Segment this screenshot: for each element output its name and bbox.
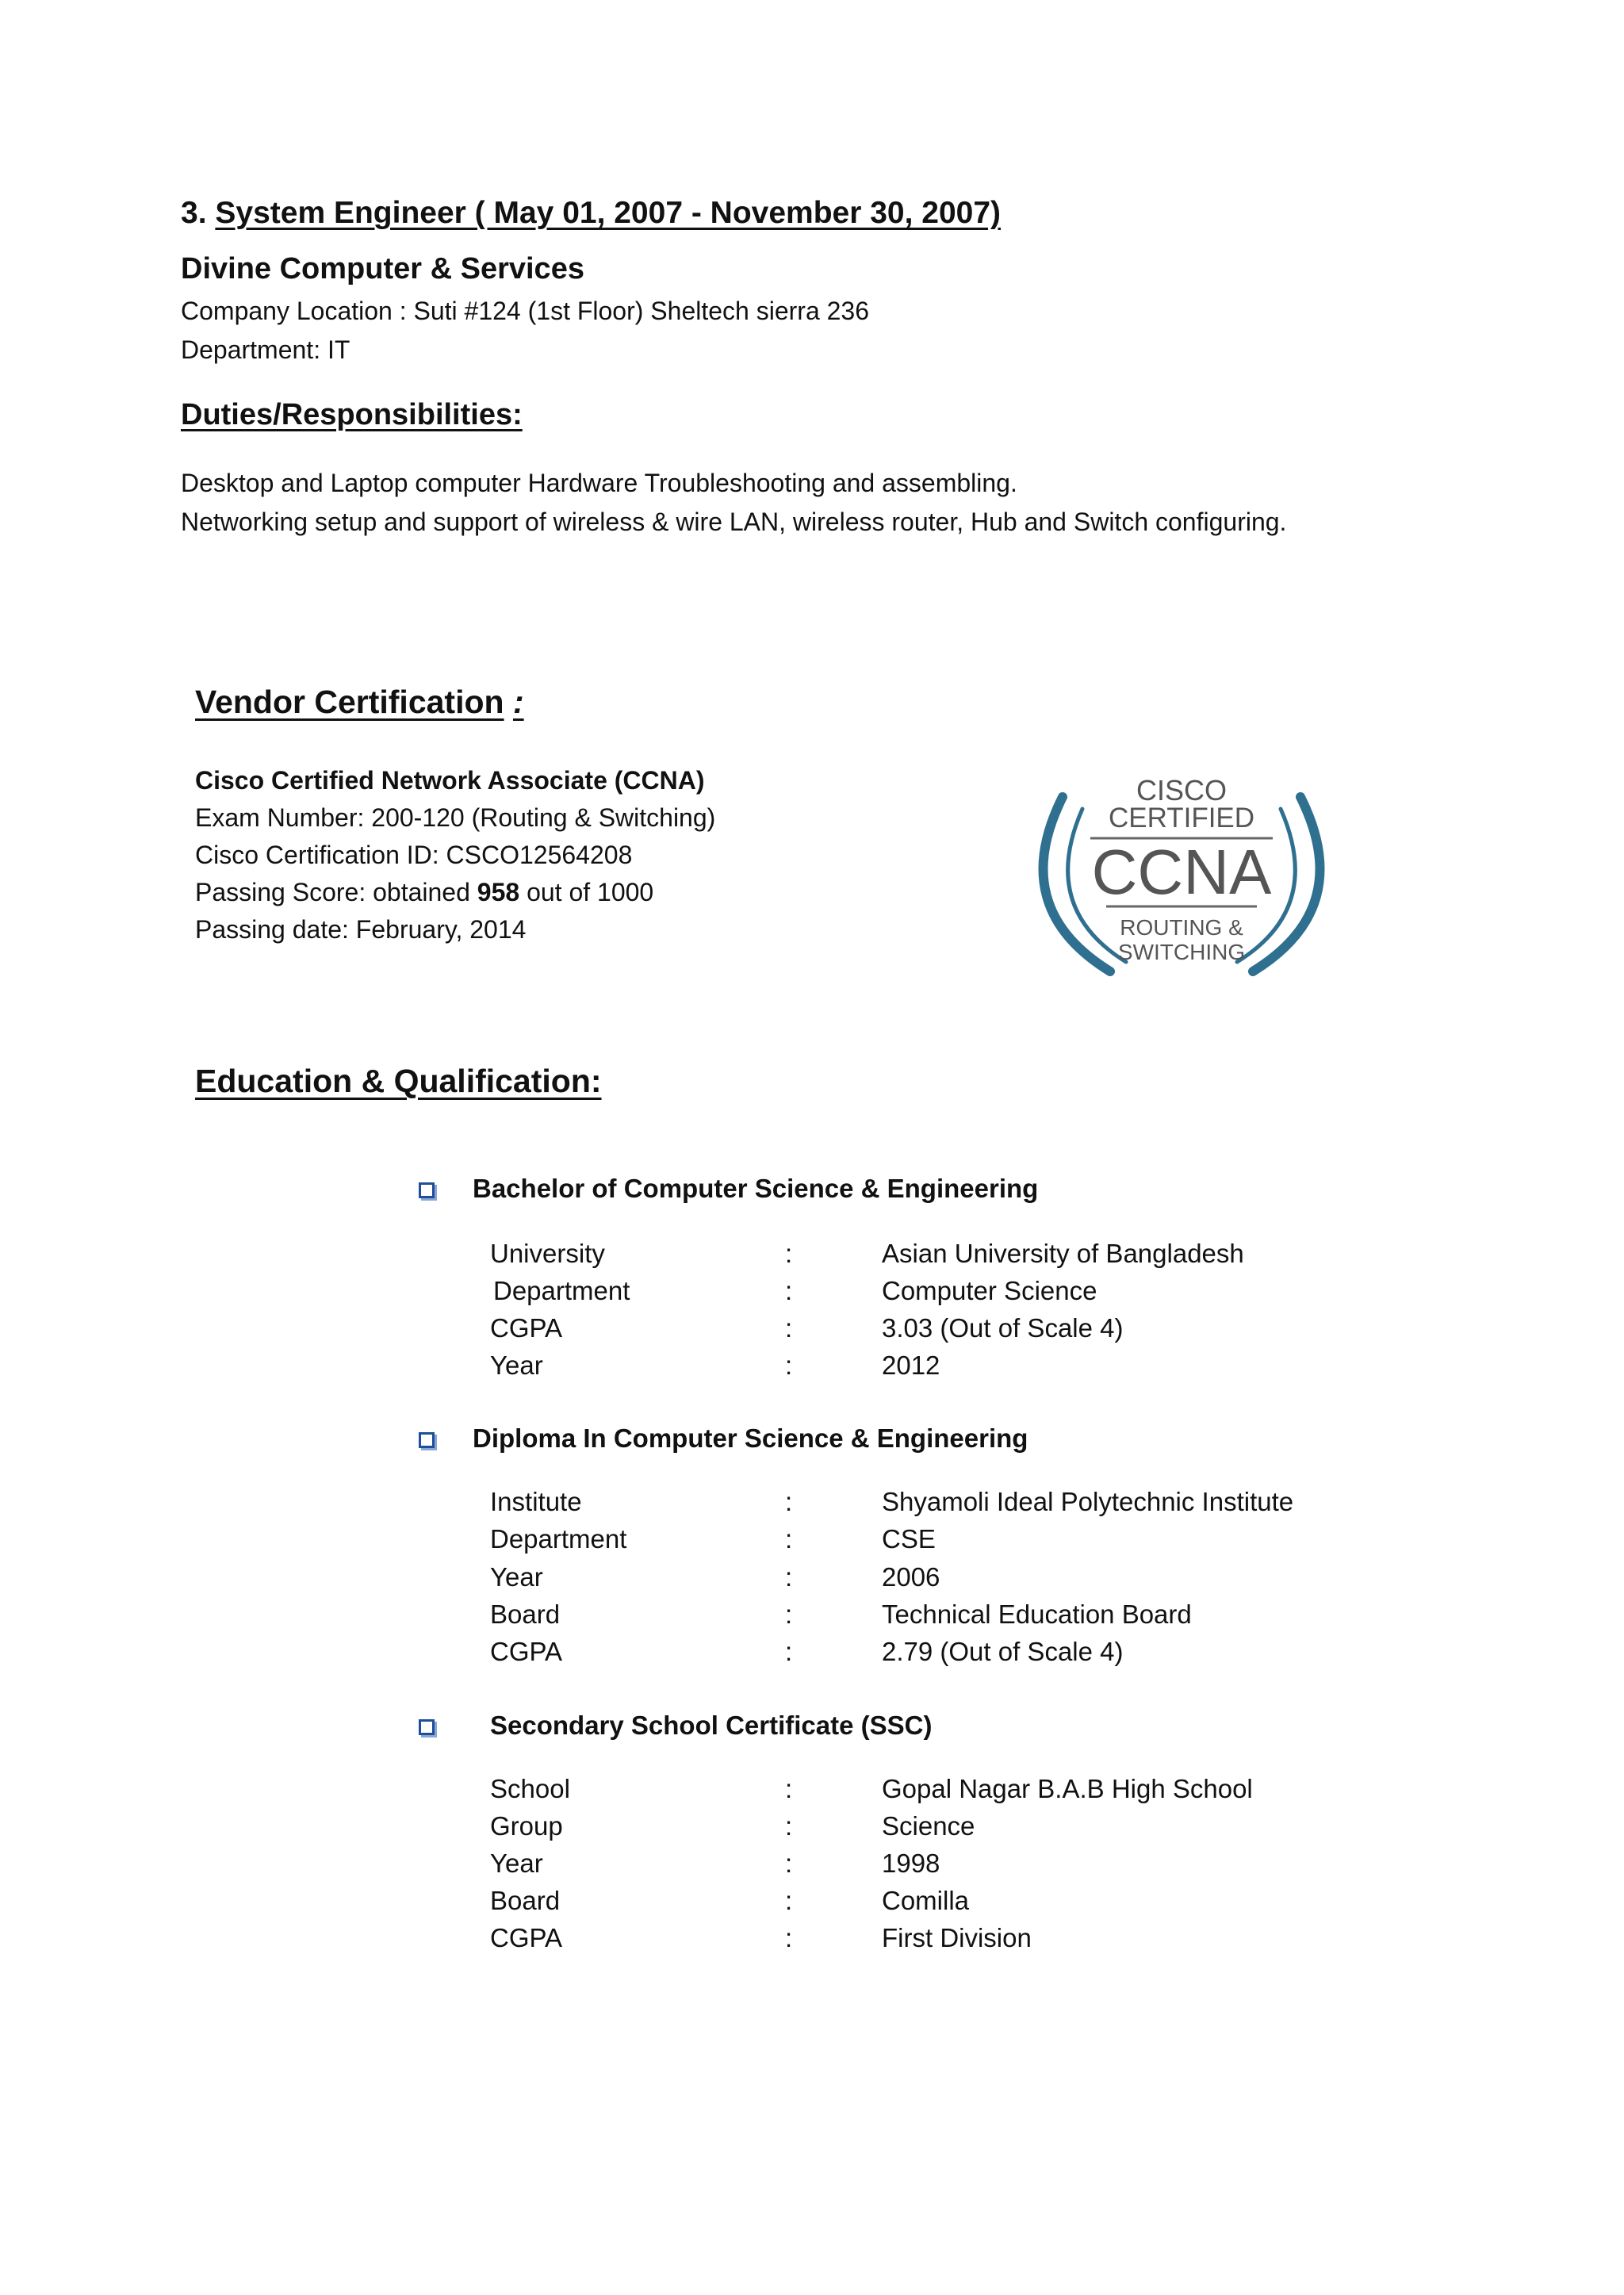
- degree-row-value: Gopal Nagar B.A.B High School: [882, 1774, 1253, 1803]
- degree-row-value: 2006: [882, 1562, 940, 1592]
- degree-row-label: Board: [490, 1886, 561, 1915]
- degree-row-value: First Division: [882, 1923, 1032, 1952]
- row-separator: :: [785, 1351, 793, 1380]
- job-title-text: System Engineer ( May 01, 2007 - November 30, 2007): [215, 196, 1002, 230]
- degree-row-value: CSE: [882, 1524, 936, 1554]
- degree-row-label: University: [490, 1239, 605, 1268]
- degree-row-value: Technical Education Board: [882, 1600, 1192, 1629]
- degree-row-label: Year: [490, 1351, 543, 1380]
- degree-row-label: Year: [490, 1849, 543, 1878]
- degree-title: Bachelor of Computer Science & Engineering: [473, 1174, 1039, 1203]
- cert-exam-number: Exam Number: 200-120 (Routing & Switching): [195, 803, 716, 832]
- badge-ccna: CCNA: [1091, 837, 1272, 907]
- score-prefix: Passing Score: obtained: [195, 878, 470, 906]
- row-separator: :: [785, 1276, 793, 1305]
- degree-row-label: Group: [490, 1811, 563, 1841]
- degree-row-value: Computer Science: [882, 1276, 1097, 1305]
- degree-row-value: Science: [882, 1811, 975, 1841]
- ccna-badge-logo: [1015, 773, 1348, 1003]
- degree-row-label: Board: [490, 1600, 561, 1629]
- duties-heading: Duties/Responsibilities:: [181, 398, 523, 431]
- row-separator: :: [785, 1524, 793, 1554]
- degree-row-value: 1998: [882, 1849, 940, 1878]
- degree-row-label: School: [490, 1774, 570, 1803]
- badge-certified: CERTIFIED: [1108, 803, 1255, 833]
- degree-title: Secondary School Certificate (SSC): [490, 1711, 933, 1740]
- job-number: 3.: [181, 196, 207, 230]
- vendor-heading: [195, 684, 524, 721]
- score-value: 958: [477, 878, 520, 906]
- degree-row-label: Department: [490, 1524, 627, 1554]
- degree-row-label: Department: [493, 1276, 630, 1305]
- degree-row-value: Shyamoli Ideal Polytechnic Institute: [882, 1487, 1294, 1516]
- company-location: Company Location : Suti #124 (1st Floor) Sheltech sierra 236: [181, 297, 870, 325]
- degree-row-label: CGPA: [490, 1923, 563, 1952]
- score-suffix: out of 1000: [527, 878, 654, 906]
- row-separator: :: [785, 1637, 793, 1666]
- degree-row-value: 2012: [882, 1351, 940, 1380]
- badge-switching: SWITCHING: [1117, 940, 1246, 964]
- checkbox-bullet-icon: [419, 1182, 435, 1198]
- duty-item: Networking setup and support of wireless & wire LAN, wireless router, Hub and Switch configuring.: [181, 508, 1287, 536]
- degree-row-value: 2.79 (Out of Scale 4): [882, 1637, 1124, 1666]
- row-separator: :: [785, 1562, 793, 1592]
- row-separator: :: [785, 1811, 793, 1841]
- vendor-heading-text: Vendor Certification: [195, 684, 504, 720]
- degree-row-value: Asian University of Bangladesh: [882, 1239, 1244, 1268]
- badge-routing: ROUTING &: [1120, 915, 1243, 940]
- job-title: [181, 196, 1001, 231]
- cert-passing-date: Passing date: February, 2014: [195, 915, 527, 944]
- degree-row-value: Comilla: [882, 1886, 970, 1915]
- row-separator: :: [785, 1239, 793, 1268]
- checkbox-bullet-icon: [419, 1719, 435, 1735]
- cert-id: Cisco Certification ID: CSCO12564208: [195, 841, 633, 869]
- row-separator: :: [785, 1849, 793, 1878]
- degree-row-label: Year: [490, 1562, 543, 1592]
- vendor-heading-colon: :: [512, 684, 524, 720]
- company-department: Department: IT: [181, 335, 350, 364]
- row-separator: :: [785, 1923, 793, 1952]
- row-separator: :: [785, 1886, 793, 1915]
- degree-row-label: CGPA: [490, 1637, 563, 1666]
- duty-item: Desktop and Laptop computer Hardware Troubleshooting and assembling.: [181, 469, 1017, 497]
- row-separator: :: [785, 1600, 793, 1629]
- checkbox-bullet-icon: [419, 1432, 435, 1448]
- row-separator: :: [785, 1487, 793, 1516]
- cert-passing-score: [195, 878, 653, 907]
- row-separator: :: [785, 1774, 793, 1803]
- degree-row-label: CGPA: [490, 1313, 563, 1343]
- badge-cisco: CISCO: [1136, 774, 1228, 807]
- company-name: Divine Computer & Services: [181, 252, 584, 285]
- degree-title: Diploma In Computer Science & Engineering: [473, 1423, 1028, 1453]
- cert-name: Cisco Certified Network Associate (CCNA): [195, 766, 705, 795]
- degree-row-label: Institute: [490, 1487, 582, 1516]
- row-separator: :: [785, 1313, 793, 1343]
- degree-row-value: 3.03 (Out of Scale 4): [882, 1313, 1124, 1343]
- education-heading: Education & Qualification:: [195, 1063, 602, 1099]
